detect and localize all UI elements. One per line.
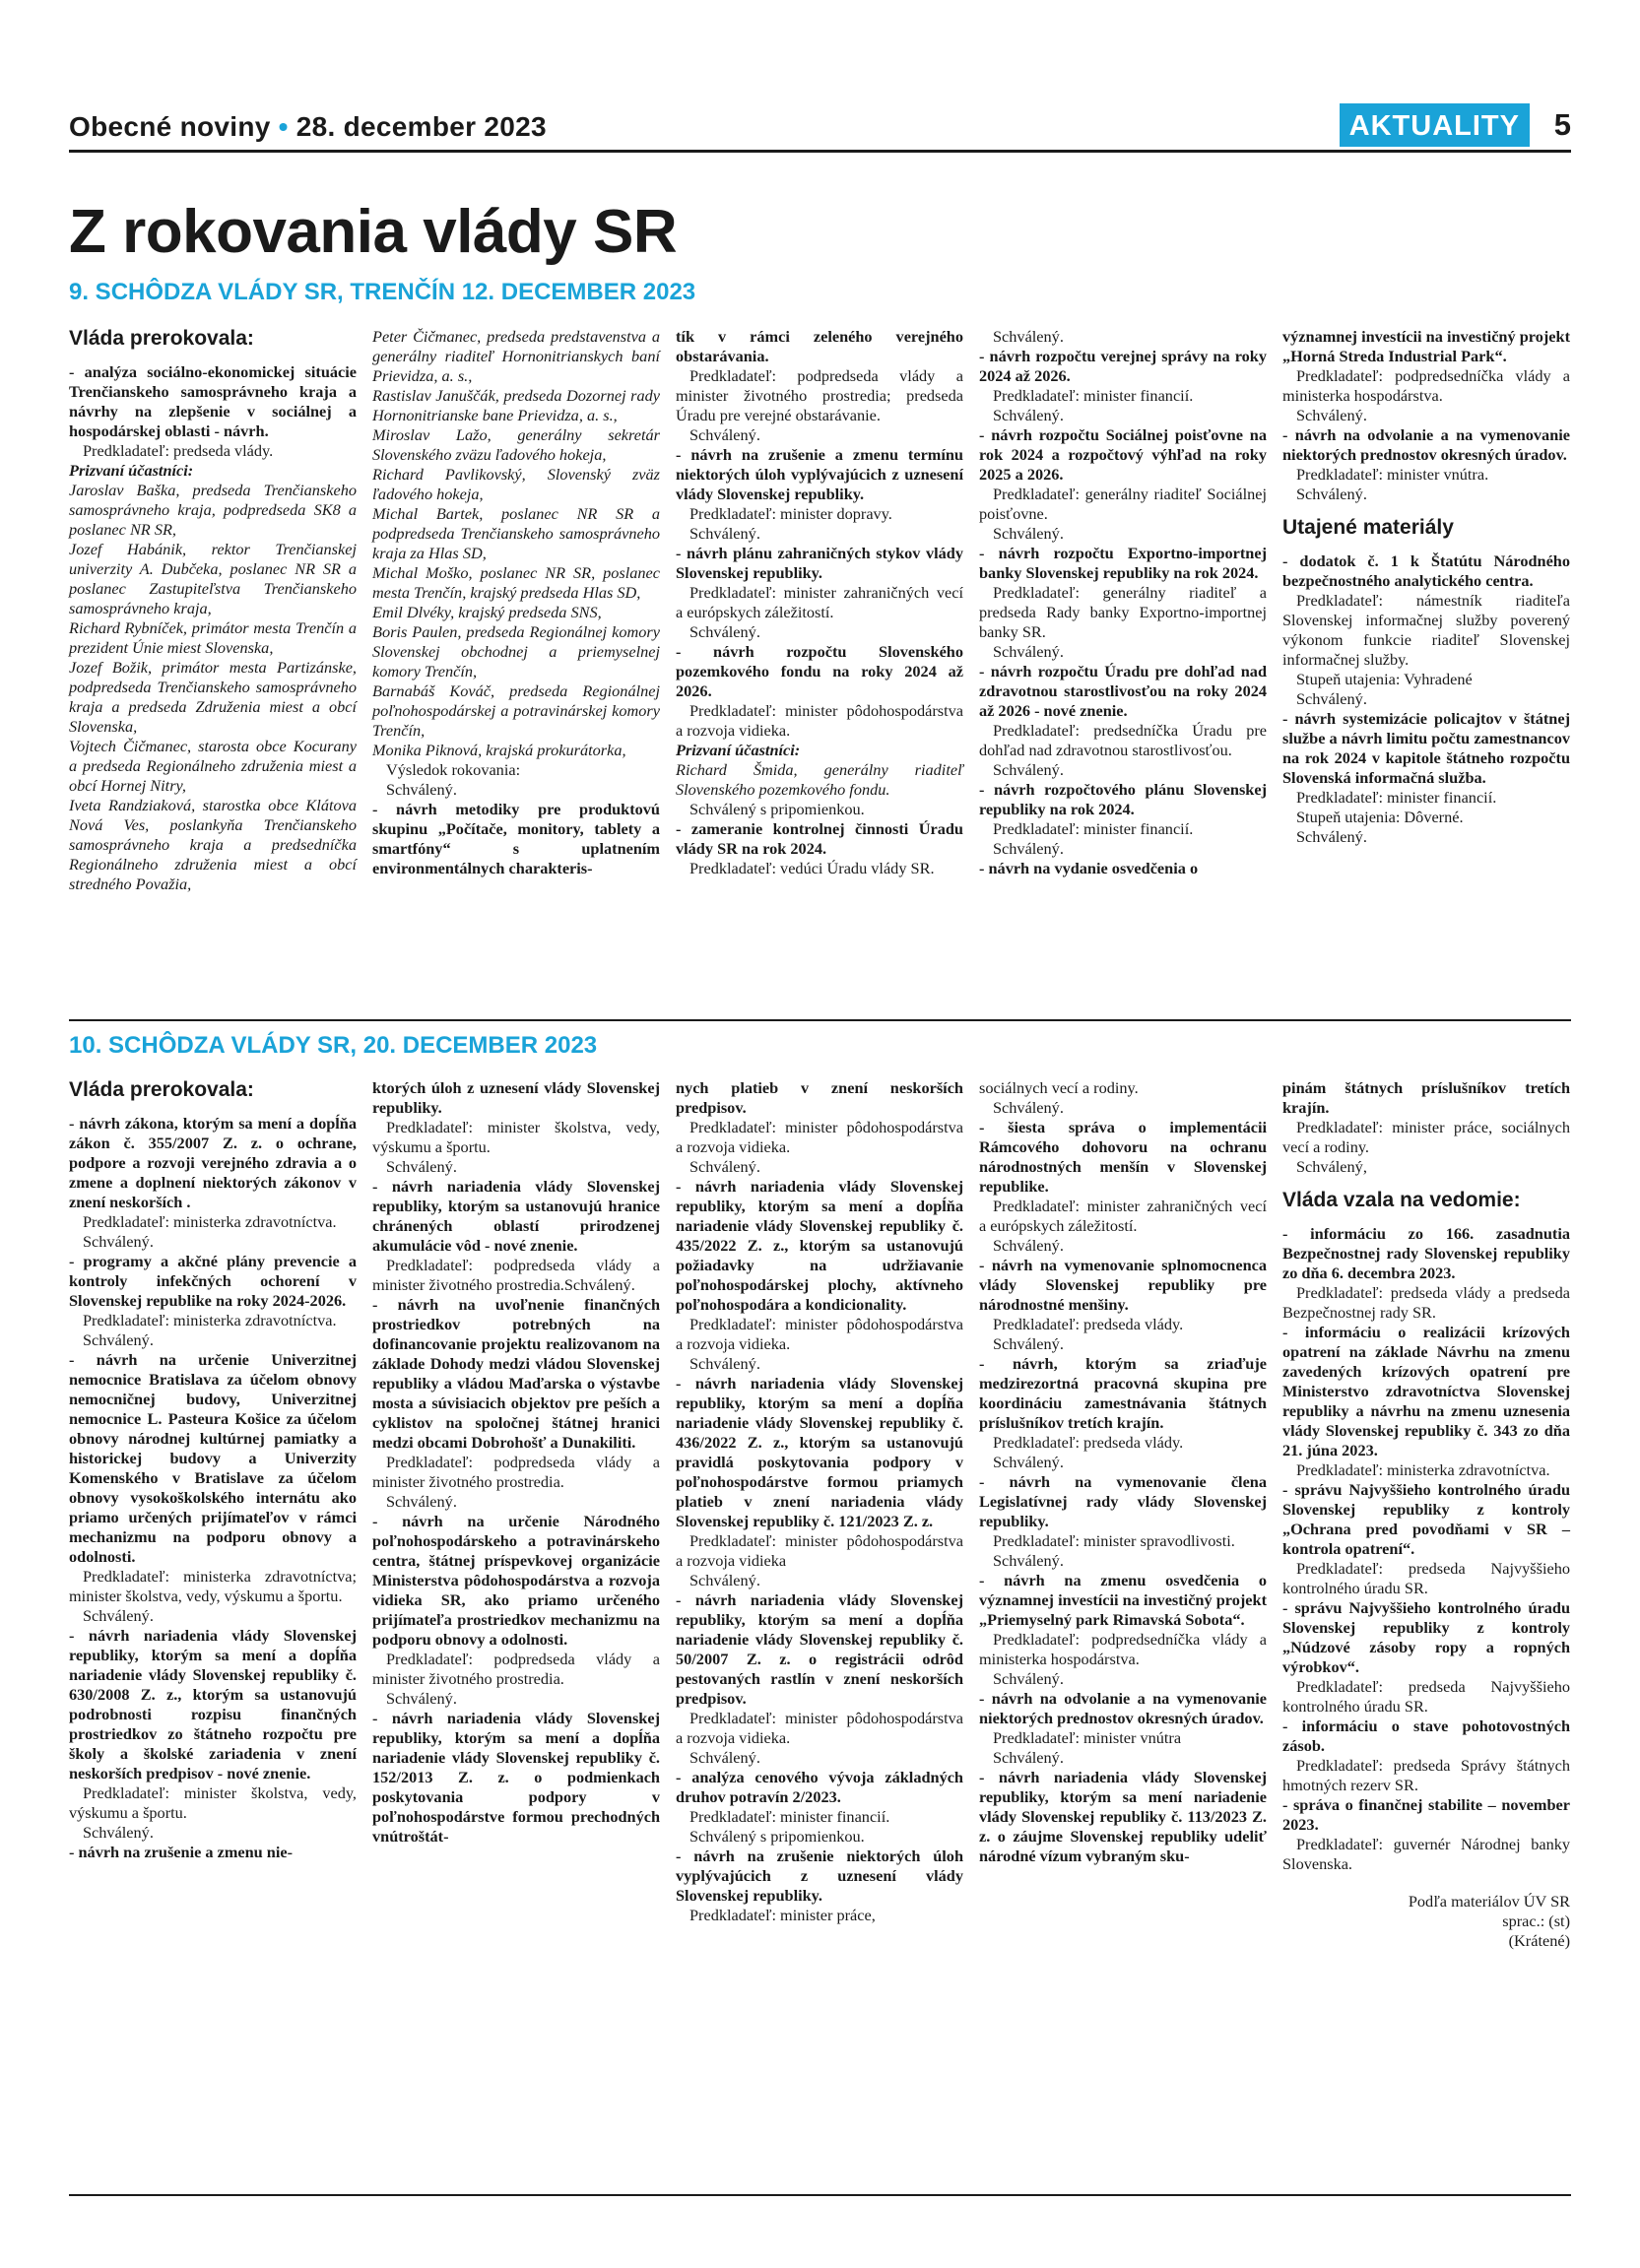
- agenda-note: Predkladateľ: minister financií.: [689, 1807, 890, 1826]
- agenda-note: Schválený.: [993, 327, 1064, 346]
- body-text: Monika Piknová, krajská prokurátorka,: [372, 741, 626, 759]
- separator-dot-icon: •: [278, 111, 289, 142]
- agenda-note: Schválený.: [993, 1453, 1064, 1471]
- body-text: Miroslav Lažo, generálny sekretár Slovenského zväzu ľadového hokeja,: [372, 425, 660, 464]
- meeting2-column-4: [979, 1078, 1267, 1951]
- agenda-note: Predkladateľ: minister pôdohospodárstva a rozvoja vidieka.: [676, 701, 963, 740]
- agenda-note: Predkladateľ: minister dopravy.: [689, 504, 892, 523]
- agenda-note: Predkladateľ: vedúci Úradu vlády SR.: [689, 859, 935, 877]
- body-text: sociálnych vecí a rodiny.: [979, 1078, 1139, 1097]
- subheading: Vláda vzala na vedomie:: [1282, 1189, 1521, 1211]
- agenda-note: Predkladateľ: ministerka zdravotníctva.: [83, 1311, 337, 1329]
- agenda-note: Predkladateľ: predseda Správy štátnych hmotných rezerv SR.: [1282, 1756, 1570, 1794]
- agenda-note: Predkladateľ: predseda vlády.: [993, 1433, 1184, 1452]
- agenda-item: - šiesta správa o implementácii Rámcového dohovoru na ochranu národnostných menšín v Slovenskej republike.: [979, 1118, 1267, 1196]
- agenda-note: Schválený.: [993, 1551, 1064, 1570]
- agenda-item: - návrh zákona, ktorým sa mení a dopĺňa zákon č. 355/2007 Z. z. o ochrane, podpore a rozvoji verejného zdravia a o zmene a doplnení niektorých zákonov v znení neskorších .: [69, 1114, 357, 1211]
- agenda-note: Schválený.: [993, 1748, 1064, 1767]
- agenda-note: Predkladateľ: minister práce,: [689, 1906, 876, 1924]
- body-text: Jaroslav Baška, predseda Trenčianskeho samosprávneho kraja, podpredseda SK8 a poslanec NR SR,: [69, 481, 357, 539]
- agenda-item: - návrh na určenie Národného poľnohospodárskeho a potravinárskeho centra, štátnej príspevkovej organizácie Ministerstva pôdohospodárstva a rozvoja vidieka SR, ako priamo určeného prijímateľa prostriedkov mechanizmu na podporu obnovy a odolnosti.: [372, 1512, 660, 1649]
- agenda-note: Schválený.: [386, 1689, 457, 1708]
- meeting2-column-3: [676, 1078, 963, 1951]
- agenda-note: Predkladateľ: ministerka zdravotníctva.: [1296, 1460, 1550, 1479]
- agenda-note: Predkladateľ: minister pôdohospodárstva a rozvoja vidieka.: [676, 1118, 963, 1156]
- agenda-note: Schválený.: [993, 406, 1064, 424]
- agenda-note: Schválený s pripomienkou.: [689, 1827, 865, 1846]
- header-rule: [69, 150, 1571, 153]
- publication-name: Obecné noviny: [69, 111, 271, 142]
- meeting2-heading: 10. SCHÔDZA VLÁDY SR, 20. DECEMBER 2023: [69, 1032, 598, 1059]
- body-text: Richard Šmida, generálny riaditeľ Slovenského pozemkového fondu.: [676, 760, 963, 799]
- agenda-note: Predkladateľ: minister vnútra.: [1296, 465, 1489, 484]
- body-text: Rastislav Januščák, predseda Dozornej rady Hornonitrianske bane Prievidza, a. s.,: [372, 386, 660, 424]
- agenda-note: Predkladateľ: podpredseda vlády a minister životného prostredia.: [372, 1453, 660, 1491]
- agenda-item: - návrh nariadenia vlády Slovenskej republiky, ktorým sa mení a dopĺňa nariadenie vlády Slovenskej republiky č. 630/2008 Z. z., ktorým sa ustanovujú podrobnosti rozpisu finančných prostriedkov zo štátneho rozpočtu pre školy a školské zariadenia v znení neskorších predpisov - nové znenie.: [69, 1626, 357, 1782]
- agenda-note: Schválený.: [689, 1157, 760, 1176]
- agenda-note: Schválený.: [1296, 827, 1367, 846]
- agenda-item: ktorých úloh z uznesení vlády Slovenskej republiky.: [372, 1078, 660, 1117]
- agenda-item: - návrh rozpočtu verejnej správy na roky 2024 až 2026.: [979, 347, 1267, 385]
- meeting1-heading: 9. SCHÔDZA VLÁDY SR, TRENČÍN 12. DECEMBER 2023: [69, 279, 696, 305]
- agenda-note: Predkladateľ: minister školstva, vedy, výskumu a športu.: [69, 1783, 357, 1822]
- agenda-note: Schválený.: [993, 642, 1064, 661]
- agenda-item: tík v rámci zeleného verejného obstarávania.: [676, 327, 963, 365]
- agenda-note: Schválený.: [993, 524, 1064, 543]
- agenda-note: Predkladateľ: minister financií.: [1296, 788, 1497, 807]
- bottom-rule: [69, 2194, 1571, 2196]
- meeting1-column-2: [372, 327, 660, 894]
- agenda-item: - návrh na zrušenie a zmenu termínu niektorých úloh vyplývajúcich z uznesení vlády Slovenskej republiky.: [676, 445, 963, 503]
- credit-line: (Krátené): [1508, 1931, 1570, 1950]
- agenda-note: Predkladateľ: predseda vlády.: [993, 1315, 1184, 1333]
- agenda-note: Schválený.: [1296, 406, 1367, 424]
- agenda-note: Predkladateľ: predseda Najvyššieho kontrolného úradu SR.: [1282, 1677, 1570, 1716]
- agenda-note: Schválený.: [993, 839, 1064, 858]
- publication-line: [69, 111, 547, 143]
- agenda-note: Predkladateľ: ministerka zdravotníctva; minister školstva, vedy, výskumu a športu.: [69, 1567, 357, 1605]
- agenda-item: - návrh na vymenovanie člena Legislatívnej rady vlády Slovenskej republiky.: [979, 1472, 1267, 1530]
- agenda-item: nych platieb v znení neskorších predpisov.: [676, 1078, 963, 1117]
- agenda-item: významnej investícii na investičný projekt „Horná Streda Industrial Park“.: [1282, 327, 1570, 365]
- agenda-note: Schválený.: [386, 780, 457, 799]
- agenda-note: Schválený.: [386, 1157, 457, 1176]
- agenda-note: Schválený.: [1296, 689, 1367, 708]
- agenda-note: Stupeň utajenia: Dôverné.: [1296, 808, 1464, 826]
- body-text: Barnabáš Kováč, predseda Regionálnej poľnohospodárskej a potravinárskej komory Trenčín,: [372, 681, 660, 740]
- agenda-item: - návrh plánu zahraničných stykov vlády Slovenskej republiky.: [676, 544, 963, 582]
- agenda-item: - návrh nariadenia vlády Slovenskej republiky, ktorým sa mení nariadenie vlády Slovenskej republiky č. 113/2023 Z. z. o záujme Slovenskej republiky udeliť národné vízum vybraným sku-: [979, 1768, 1267, 1865]
- agenda-note: Predkladateľ: podpredseda vlády a minister životného prostredia; predseda Úradu pre verejné obstarávanie.: [676, 366, 963, 424]
- agenda-item: - návrh na vydanie osvedčenia o: [979, 859, 1199, 877]
- body-text: Jozef Habánik, rektor Trenčianskej univerzity A. Dubčeka, poslanec NR SR a poslanec Zastupiteľstva Trenčianskeho samosprávneho kraja,: [69, 540, 357, 617]
- page-number: 5: [1553, 107, 1571, 142]
- agenda-note: Predkladateľ: predseda vlády.: [83, 441, 274, 460]
- agenda-note: Predkladateľ: predseda vlády a predseda Bezpečnostnej rady SR.: [1282, 1283, 1570, 1322]
- agenda-note: Predkladateľ: minister školstva, vedy, výskumu a športu.: [372, 1118, 660, 1156]
- meeting2-column-5: [1282, 1078, 1570, 1951]
- agenda-note: Schválený.: [689, 1571, 760, 1589]
- agenda-item: - zameranie kontrolnej činnosti Úradu vlády SR na rok 2024.: [676, 819, 963, 858]
- agenda-note: Schválený.: [386, 1492, 457, 1511]
- agenda-note: Schválený.: [689, 524, 760, 543]
- agenda-note: Schválený.: [689, 425, 760, 444]
- agenda-item: - analýza sociálno-ekonomickej situácie Trenčianskeho samosprávneho kraja a návrhy na zlepšenie v sociálnej a hospodárskej oblasti - návrh.: [69, 362, 357, 440]
- agenda-item: - návrh na určenie Univerzitnej nemocnice Bratislava za účelom obnovy nemocničnej budovy, Univerzitnej nemocnice L. Pasteura Košice za účelom obnovy národnej kultúrnej pamiatky a historickej budovy a Univerzity Komenského v Bratislave za účelom obnovy vysokoškolského internátu ako priamo určených prijímateľov v rámci mechanizmu na podporu obnovy a odolnosti.: [69, 1350, 357, 1566]
- body-text: Richard Pavlikovský, Slovenský zväz ľadového hokeja,: [372, 465, 660, 503]
- agenda-note: Predkladateľ: predseda Najvyššieho kontrolného úradu SR.: [1282, 1559, 1570, 1597]
- agenda-note: Predkladateľ: minister pôdohospodárstva a rozvoja vidieka.: [676, 1315, 963, 1353]
- agenda-note: Predkladateľ: minister zahraničných vecí a európskych záležitostí.: [676, 583, 963, 621]
- body-text: Richard Rybníček, primátor mesta Trenčín a prezident Únie miest Slovenska,: [69, 618, 357, 657]
- agenda-note: Predkladateľ: podpredsedníčka vlády a ministerka hospodárstva.: [979, 1630, 1267, 1668]
- agenda-note: Schválený s pripomienkou.: [689, 800, 865, 818]
- agenda-item: - návrh na uvoľnenie finančných prostriedkov potrebných na dofinancovanie projektu realizovanom na základe Dohody medzi vládou Slovenskej republiky a vládou Maďarska o výstavbe mosta a súvisiacich objektov pre peších a cyklistov na spoločnej štátnej hranici medzi obcami Dobrohošť a Dunakiliti.: [372, 1295, 660, 1452]
- meeting1-column-5: [1282, 327, 1570, 894]
- agenda-item: - návrh metodiky pre produktovú skupinu „Počítače, monitory, tablety a smartfóny“ s uplatnením environmentálnych charakteris-: [372, 800, 660, 877]
- body-text: Michal Moško, poslanec NR SR, poslanec mesta Trenčín, krajský predseda Hlas SD,: [372, 563, 660, 602]
- agenda-note: Schválený.: [689, 622, 760, 641]
- agenda-item: - programy a akčné plány prevencie a kontroly infekčných ochorení v Slovenskej republike na roky 2024-2026.: [69, 1252, 357, 1310]
- agenda-note: Schválený.: [993, 760, 1064, 779]
- body-text: Vojtech Čičmanec, starosta obce Kocurany a predseda Regionálneho združenia miest a obcí Hornej Nitry,: [69, 737, 357, 795]
- agenda-note: Predkladateľ: minister pôdohospodárstva a rozvoja vidieka.: [676, 1709, 963, 1747]
- body-text: Prizvaní účastníci:: [676, 741, 801, 759]
- agenda-item: - správa o finančnej stabilite – november 2023.: [1282, 1795, 1570, 1834]
- agenda-item: - návrh, ktorým sa zriaďuje medzirezortná pracovná skupina pre koordináciu zamestnávania štátnych príslušníkov tretích krajín.: [979, 1354, 1267, 1432]
- agenda-item: - návrh nariadenia vlády Slovenskej republiky, ktorým sa mení a dopĺňa nariadenie vlády Slovenskej republiky č. 435/2022 Z. z., ktorým sa ustanovujú požiadavky na udržiavanie poľnohospodárskej plochy, aktívneho poľnohospodára a kondicionality.: [676, 1177, 963, 1314]
- meeting2-column-2: [372, 1078, 660, 1951]
- subheading: Vláda prerokovala:: [69, 327, 254, 350]
- meeting2-column-1: [69, 1078, 357, 1951]
- agenda-note: Schválený.: [993, 1236, 1064, 1255]
- subheading: Utajené materiály: [1282, 516, 1454, 539]
- agenda-item: - informáciu o realizácii krízových opatrení na základe Návrhu na zmenu zavedených krízových opatrení pre Ministerstvo zdravotníctva Slovenskej republiky a návrhu na zmenu uznesenia vlády Slovenskej republiky č. 343 zo dňa 21. júna 2023.: [1282, 1323, 1570, 1459]
- agenda-item: - správu Najvyššieho kontrolného úradu Slovenskej republiky z kontroly „Ochrana pred povodňami v SR – kontrola opatrení“.: [1282, 1480, 1570, 1558]
- section-label: AKTUALITY: [1340, 103, 1530, 147]
- section-divider: [69, 1019, 1571, 1021]
- credit-line: Podľa materiálov ÚV SR: [1408, 1892, 1570, 1911]
- agenda-note: Schválený.: [993, 1098, 1064, 1117]
- agenda-item: - návrh nariadenia vlády Slovenskej republiky, ktorým sa mení a dopĺňa nariadenie vlády Slovenskej republiky č. 50/2007 Z. z. o registrácii odrôd pestovaných rastlín v znení neskorších predpisov.: [676, 1590, 963, 1708]
- agenda-note: Predkladateľ: minister vnútra: [993, 1728, 1182, 1747]
- meeting1-column-3: [676, 327, 963, 894]
- agenda-item: - dodatok č. 1 k Štatútu Národného bezpečnostného analytického centra.: [1282, 551, 1570, 590]
- agenda-note: Schválený.: [83, 1232, 154, 1251]
- agenda-item: - informáciu zo 166. zasadnutia Bezpečnostnej rady Slovenskej republiky zo dňa 6. decembra 2023.: [1282, 1224, 1570, 1282]
- agenda-note: Schválený.: [689, 1354, 760, 1373]
- meeting1-column-4: [979, 327, 1267, 894]
- body-text: Michal Bartek, poslanec NR SR a podpredseda Trenčianskeho samosprávneho kraja za Hlas SD,: [372, 504, 660, 562]
- agenda-note: Schválený.: [83, 1606, 154, 1625]
- agenda-note: Schválený.: [1296, 485, 1367, 503]
- agenda-note: Predkladateľ: ministerka zdravotníctva.: [83, 1212, 337, 1231]
- agenda-item: - návrh nariadenia vlády Slovenskej republiky, ktorým sa ustanovujú hranice chránených oblastí prirodzenej akumulácie vôd - nové znenie.: [372, 1177, 660, 1255]
- body-text: Iveta Randziaková, starostka obce Klátova Nová Ves, poslankyňa Trenčianskeho samosprávneho kraja a predsedníčka Regionálneho združenia miest a obcí stredného Považia,: [69, 796, 357, 893]
- body-text: Jozef Božik, primátor mesta Partizánske, podpredseda Trenčianskeho samosprávneho kraja a predseda Združenia miest a obcí Slovenska,: [69, 658, 357, 736]
- agenda-note: Predkladateľ: minister práce, sociálnych vecí a rodiny.: [1282, 1118, 1570, 1156]
- agenda-note: Predkladateľ: minister financií.: [993, 386, 1194, 405]
- body-text: Peter Čičmanec, predseda predstavenstva a generálny riaditeľ Hornonitrianskych baní Prievidza, a. s.,: [372, 327, 660, 385]
- agenda-item: - návrh rozpočtu Úradu pre dohľad nad zdravotnou starostlivosťou na roky 2024 až 2026 - nové znenie.: [979, 662, 1267, 720]
- body-text: Boris Paulen, predseda Regionálnej komory Slovenskej obchodnej a priemyselnej komory Trenčín,: [372, 622, 660, 680]
- source-credit: [1282, 1892, 1570, 1951]
- agenda-note: Schválený.: [993, 1669, 1064, 1688]
- credit-line: sprac.: (st): [1502, 1912, 1570, 1930]
- agenda-note: Schválený.: [689, 1748, 760, 1767]
- agenda-note: Predkladateľ: námestník riaditeľa Slovenskej informačnej služby poverený výkonom funkcie riaditeľ Slovenskej informačnej služby.: [1282, 591, 1570, 669]
- agenda-item: - návrh rozpočtu Sociálnej poisťovne na rok 2024 a rozpočtový výhľad na roky 2025 a 2026.: [979, 425, 1267, 484]
- agenda-note: Predkladateľ: generálny riaditeľ a predseda Rady banky Exportno-importnej banky SR.: [979, 583, 1267, 641]
- meeting1-column-1: [69, 327, 357, 894]
- agenda-note: Výsledok rokovania:: [386, 760, 521, 779]
- agenda-item: - správu Najvyššieho kontrolného úradu Slovenskej republiky z kontroly „Núdzové zásoby ropy a ropných výrobkov“.: [1282, 1598, 1570, 1676]
- agenda-note: Predkladateľ: podpredsedníčka vlády a ministerka hospodárstva.: [1282, 366, 1570, 405]
- agenda-note: Predkladateľ: guvernér Národnej banky Slovenska.: [1282, 1835, 1570, 1873]
- page-header: [69, 103, 1571, 153]
- agenda-note: Predkladateľ: podpredseda vlády a minister životného prostredia.: [372, 1650, 660, 1688]
- agenda-item: - analýza cenového vývoja základných druhov potravín 2/2023.: [676, 1768, 963, 1806]
- agenda-item: - návrh na odvolanie a na vymenovanie niektorých prednostov okresných úradov.: [1282, 425, 1570, 464]
- agenda-note: Predkladateľ: minister spravodlivosti.: [993, 1531, 1235, 1550]
- agenda-item: - návrh na odvolanie a na vymenovanie niektorých prednostov okresných úradov.: [979, 1689, 1267, 1727]
- agenda-note: Schválený.: [83, 1823, 154, 1842]
- body-text: Prizvaní účastníci:: [69, 461, 194, 480]
- agenda-item: - návrh na zmenu osvedčenia o významnej investícii na investičný projekt „Priemyselný park Rimavská Sobota“.: [979, 1571, 1267, 1629]
- meeting2-columns: [69, 1078, 1571, 1951]
- agenda-item: - návrh systemizácie policajtov v štátnej službe a návrh limitu počtu zamestnancov na rok 2024 v kapitole štátneho rozpočtu Slovenská informačná služba.: [1282, 709, 1570, 787]
- body-text: Emil Dlvéky, krajský predseda SNS,: [372, 603, 602, 621]
- agenda-item: - návrh nariadenia vlády Slovenskej republiky, ktorým sa mení a dopĺňa nariadenie vlády Slovenskej republiky č. 152/2013 Z. z. o podmienkach poskytovania podpory v poľnohospodárstve formou prechodných vnútroštát-: [372, 1709, 660, 1846]
- agenda-item: - návrh rozpočtu Exportno-importnej banky Slovenskej republiky na rok 2024.: [979, 544, 1267, 582]
- agenda-note: Schválený.: [83, 1330, 154, 1349]
- meeting1-columns: [69, 327, 1571, 894]
- agenda-note: Schválený.: [993, 1334, 1064, 1353]
- agenda-note: Predkladateľ: minister zahraničných vecí a európskych záležitostí.: [979, 1197, 1267, 1235]
- agenda-item: - návrh na zrušenie a zmenu nie-: [69, 1843, 294, 1861]
- agenda-note: Schválený,: [1296, 1157, 1367, 1176]
- agenda-item: - informáciu o stave pohotovostných zásob.: [1282, 1717, 1570, 1755]
- subheading: Vláda prerokovala:: [69, 1078, 254, 1101]
- agenda-note: Predkladateľ: minister financií.: [993, 819, 1194, 838]
- agenda-note: Stupeň utajenia: Vyhradené: [1296, 670, 1473, 688]
- agenda-item: - návrh na zrušenie niektorých úloh vyplývajúcich z uznesení vlády Slovenskej republiky.: [676, 1847, 963, 1905]
- agenda-item: pinám štátnych príslušníkov tretích krajín.: [1282, 1078, 1570, 1117]
- agenda-item: - návrh rozpočtového plánu Slovenskej republiky na rok 2024.: [979, 780, 1267, 818]
- agenda-note: Predkladateľ: minister pôdohospodárstva a rozvoja vidieka: [676, 1531, 963, 1570]
- agenda-note: Predkladateľ: predsedníčka Úradu pre dohľad nad zdravotnou starostlivosťou.: [979, 721, 1267, 759]
- agenda-note: Predkladateľ: podpredseda vlády a minister životného prostredia.Schválený.: [372, 1256, 660, 1294]
- issue-date: 28. december 2023: [295, 111, 547, 142]
- agenda-item: - návrh na vymenovanie splnomocnenca vlády Slovenskej republiky pre národnostné menšiny.: [979, 1256, 1267, 1314]
- agenda-note: Predkladateľ: generálny riaditeľ Sociálnej poisťovne.: [979, 485, 1267, 523]
- article-title: Z rokovania vlády SR: [69, 198, 678, 266]
- agenda-item: - návrh nariadenia vlády Slovenskej republiky, ktorým sa mení a dopĺňa nariadenie vlády Slovenskej republiky č. 436/2022 Z. z., ktorým sa ustanovujú pravidlá poskytovania podpory v poľnohospodárstve formou priamych platieb v znení nariadenia vlády Slovenskej republiky č. 121/2023 Z. z.: [676, 1374, 963, 1530]
- agenda-item: - návrh rozpočtu Slovenského pozemkového fondu na roky 2024 až 2026.: [676, 642, 963, 700]
